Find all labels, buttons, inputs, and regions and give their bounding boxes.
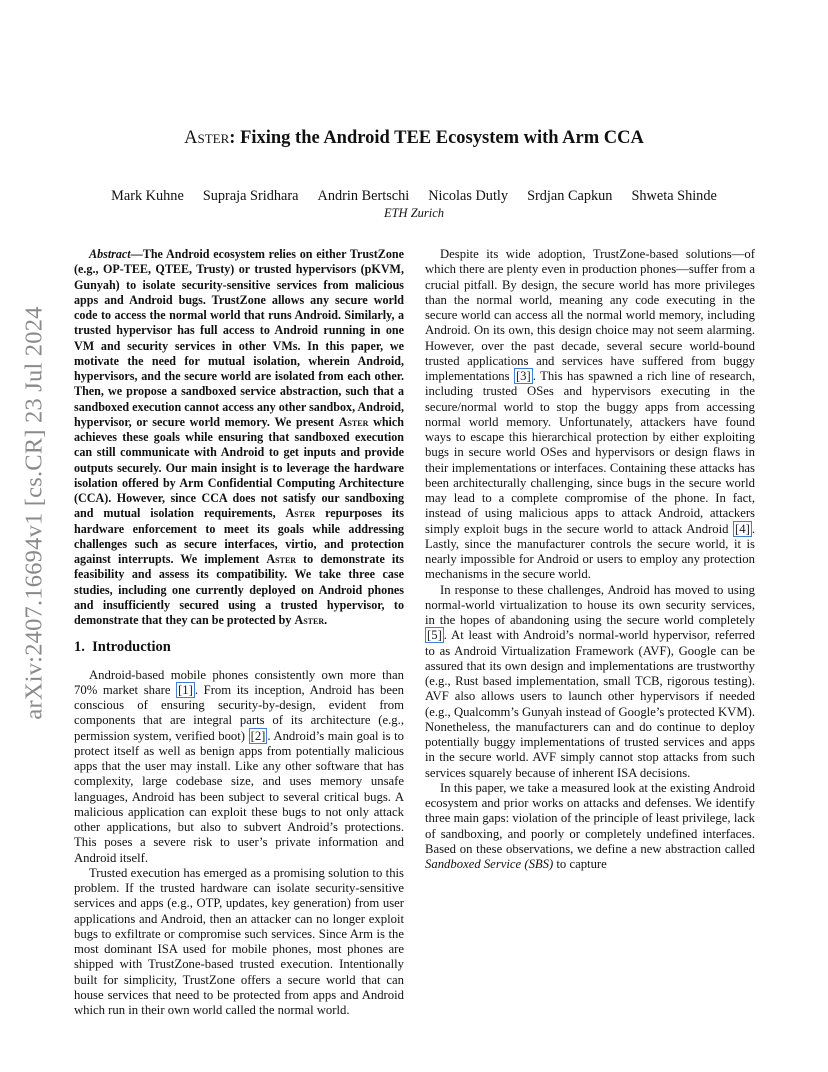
paragraph-text: to capture xyxy=(553,857,607,871)
section-number: 1. xyxy=(74,639,85,656)
author: Supraja Sridhara xyxy=(202,188,299,204)
arxiv-id-text: arXiv:2407.16694v1 [cs.CR] 23 Jul 2024 xyxy=(21,306,49,720)
intro-paragraph-2 xyxy=(74,866,404,1019)
affiliation: ETH Zurich xyxy=(383,206,445,220)
abstract-text: —The Android ecosystem relies on either TrustZone (e.g., OP-TEE, QTEE, Trusty) or trusted hypervisors (pKVM, Gunyah) to isolate security-sensitive services from malicious apps and Android bugs. TrustZone allows any secure world code to access the normal world that runs Android. Similarly, a trusted hypervisor has full access to Android running in one VM and security services in other VMs. In this paper, we motivate the need for mutual isolation, wherein Android, hypervisors, and the secure world are isolated from each other. Then, we propose a sandboxed service abstraction, such that a sandboxed execution cannot access any other sandbox, Android, hypervisor, or secure world memory. We present xyxy=(74,247,404,429)
system-name: Aster xyxy=(338,414,369,429)
abstract-label: Abstract xyxy=(89,247,131,261)
term-emphasis: Sandboxed Service (SBS) xyxy=(425,857,554,871)
system-name: Aster xyxy=(285,506,316,521)
intro-paragraph-3 xyxy=(425,247,755,583)
citation-link[interactable]: [2] xyxy=(250,728,266,743)
citation-link[interactable]: [3] xyxy=(515,369,531,383)
paragraph-text: In response to these challenges, Android has moved to using normal-world virtualization to house its own security services, in the hopes of abandoning using the secure world completely xyxy=(425,582,755,627)
author: Nicolas Dutly xyxy=(428,188,509,204)
title-system-name: Aster xyxy=(184,128,230,148)
paragraph-text: Trusted execution has emerged as a promising solution to this problem. If the trusted hardware can isolate security-sensitive services and apps (e.g., OTP, updates, key generation) from user applications and Android, then an attacker can no longer exploit bugs to exfiltrate or compromise such services. Since Arm is the most dominant ISA used for mobile phones, most phones are shipped with TrustZone-based trusted execution. Intentionally built for simplicity, TrustZone offers a secure world that can house services that need to be protected from apps and Android which run in their own world called the normal world. xyxy=(74,865,404,1017)
system-name: Aster xyxy=(294,613,325,627)
citation-link[interactable]: [4] xyxy=(735,521,750,536)
intro-paragraph-4 xyxy=(425,583,755,781)
arxiv-side-identifier xyxy=(20,298,50,728)
author: Srdjan Capkun xyxy=(527,188,613,204)
author: Mark Kuhne xyxy=(111,188,184,204)
abstract xyxy=(74,247,404,628)
paragraph-text: . Android’s main goal is to protect itself as well as benign apps from potentially malicious apps that the user may install. Like any other software that has complexity, large codebase size, and uses memory unsafe languages, Android has been subject to several critical bugs. A malicious application can exploit these bugs to not only attack other applications, but also to subvert Android’s protections. This poses a severe risk to user’s private information and Android itself. xyxy=(74,728,404,865)
paragraph-text: Android-based mobile phones consistently own more than 70% market share xyxy=(74,667,404,697)
abstract-text: to demonstrate its feasibility and assess its compatibility. We take three case studies, including one currently deployed on Android phones and insufficiently secured using a trusted hypervisor, to demonstrate that they can be protected by xyxy=(74,552,404,627)
author: Andrin Bertschi xyxy=(317,188,410,204)
right-column xyxy=(425,247,755,872)
left-column xyxy=(74,247,404,1018)
paper-title xyxy=(0,128,828,149)
paragraph-text: Despite its wide adoption, TrustZone-based solutions—of which there are plenty even in production phones—suffer from a crucial pitfall. By design, the secure world has more privileges than the normal world, meaning any code executing in the secure world can access all the normal world memory, including Android. On its own, this design choice may not seem alarming. However, over the past decade, several secure world-bound trusted applications and services have suffered from buggy implementations xyxy=(425,247,755,383)
paragraph-text: . From its inception, Android has been conscious of ensuring security-by-design, evident from components that are integral parts of its architecture (e.g., permission system, verified boot) xyxy=(74,682,404,743)
section-title: Introduction xyxy=(92,639,171,656)
author: Shweta Shinde xyxy=(631,188,717,204)
title-rest: : Fixing the Android TEE Ecosystem with Arm CCA xyxy=(229,128,644,148)
citation-link[interactable]: [1] xyxy=(178,682,193,697)
section-heading xyxy=(74,640,404,655)
paragraph-text: . This has spawned a rich line of research, including trusted OSes and hypervisors executing in the secure/normal world to stop the buggy apps from accessing normal world memory. Unfortunately, attackers have found ways to escape this hierarchical protection by either exploiting bugs in secure world OSes and hypervisors or design flaws in their implementations or interfaces. Containing these attacks has been architecturally challenging, since bugs in the secure world may lead to a complete compromise of the phone. In fact, instead of using malicious apps to attack Android, attackers simply exploit bugs in the secure world to attack Android xyxy=(425,369,755,536)
author-list xyxy=(70,188,758,205)
citation-link[interactable]: [5] xyxy=(427,628,442,643)
intro-paragraph-5 xyxy=(425,781,755,873)
abstract-text: repurposes its hardware enforcement to meet its goals while addressing challenges such as secure interfaces, virtio, and protection against interrupts. We implement xyxy=(74,506,404,566)
paragraph-text: . Lastly, since the manufacturer controls the secure world, it is nearly impossible for Android or users to employ any protection mechanisms in the secure world. xyxy=(425,521,755,582)
paragraph-text: In this paper, we take a measured look at the existing Android ecosystem and prior works on attacks and defenses. We identify three main gaps: violation of the principle of least privilege, lack of sandboxing, and poorly or completely undefined interfaces. Based on these observations, we define a new abstraction called xyxy=(425,780,755,856)
paragraph-text: . At least with Android’s normal-world hypervisor, referred to as Android Virtualization Framework (AVF), Google can be assured that its own design and implementations are trustworthy (e.g., Rust based implementation, small TCB, rigorous testing). AVF also allows users to launch other hypervisors if needed (e.g., Qualcomm’s Gunyah instead of Google’s protected KVM). Nonetheless, the manufacturers can and do continue to deploy potentially buggy implementations of trusted services and apps in the secure world. AVF simply cannot stop attacks from such services squarely because of inherent ISA decisions. xyxy=(425,628,755,780)
intro-paragraph-1 xyxy=(74,668,404,866)
abstract-text: . xyxy=(324,613,328,627)
abstract-text: which achieves these goals while ensuring that sandboxed execution can still communicate with Android to get inputs and provide outputs securely. Our main insight is to leverage the hardware isolation offered by Arm Confidential Computing Architecture (CCA). However, since CCA does not satisfy our sandboxing and mutual isolation requirements, xyxy=(74,414,404,521)
system-name: Aster xyxy=(266,552,297,566)
